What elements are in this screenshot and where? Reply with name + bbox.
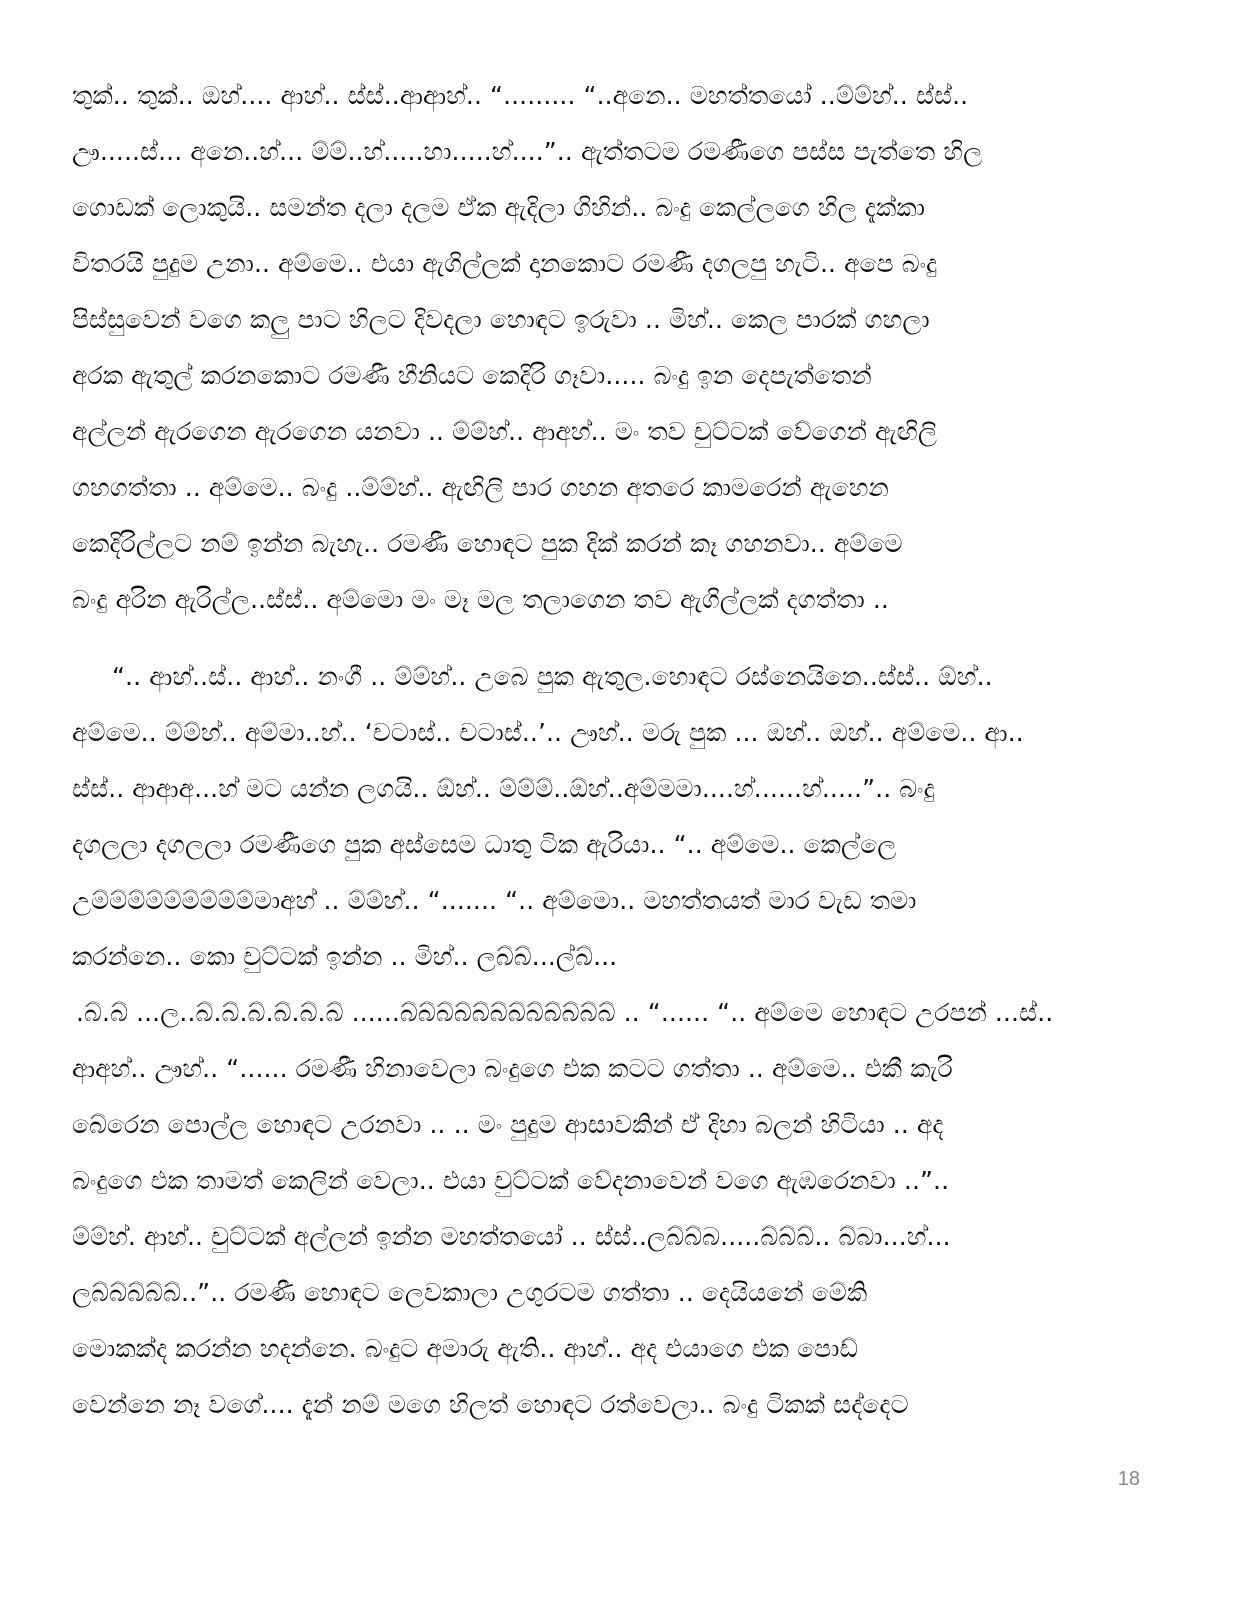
text-line: කෙදිරිල්ලට නම් ඉන්න බැහැ.. රමණී හොඳට පුක දික් කරන් කෑ ගහනවා.. අම්මෙ <box>72 529 903 558</box>
text-line: ගහගත්තා .. අම්මෙ.. බංදු ..ම්ම්හ්.. ඇඟිලි පාර ගහන අතරෙ කාමරෙන් ඇහෙන <box>72 473 889 502</box>
text-line: දගලලා දගලලා රමණීගෙ පුක අස්සෙම ධාතු ටික ඇරියා.. “.. අම්මෙ.. කෙල්ලෙ <box>72 830 897 859</box>
text-line: ලබ්බ්බ්බ්බ්..”.. රමණී හොඳට ලෙවකාලා උගුරටම ගත්තා .. දෙයියනේ මේකි <box>72 1278 868 1307</box>
text-line: බේරෙන පොල්ල හොඳට උරනවා .. .. මං පුදුම ආසාවකින් ඒ දිහා බලන් හිටියා .. අද <box>72 1110 944 1139</box>
text-line: .බ්.බ් ...ල..බ්.බ්.බ්.බ්.බ්.බ් ......බ්බ්බ්බ්බ්බ්බ්බ්බ්බ්බ්බ් .. “...... “.. අම්මෙ හොඳට උරපන් ...ස්.. <box>76 998 1054 1027</box>
text-line: පිස්සුවෙන් වගෙ කලු පාට හිලට දිවදලා හොඳට ඉරුවා .. මිහ්.. කෙල පාරක් ගහලා <box>72 305 930 334</box>
text-line: විතරයි පුදුම උනා.. අම්මෙ.. එයා ඇගිල්ලක් දානකොට රමණී දගලපු හැටි.. අපෙ බංදු <box>72 249 938 278</box>
text-line: ඌ.....ස්... අනෙ..හ්... ම්ම්..හ්.....හා.....හ්....”.. ඇත්තටම රමණීගෙ පස්ස පැත්තෙ හිල <box>72 137 983 166</box>
text-line: තුක්.. තුක්.. ඔහ්.... ආහ්.. ස්ස්..ආආහ්.. “......... “..අනෙ.. මහත්තයෝ ..ම්ම්හ්.. ස්ස්.. <box>72 81 969 110</box>
text-line: මොකක්ද කරන්න හදන්නෙ. බංදුට අමාරු ඇති.. ආහ්.. අද එයාගෙ එක පොඩ් <box>72 1334 859 1363</box>
text-line: ම්ම්හ්. ආහ්.. චුට්ටක් අල්ලන් ඉන්න මහත්තයෝ .. ස්ස්..ලබ්බ්බ.....බ්බ්බ්.. බ්බා...හ්... <box>72 1222 951 1251</box>
text-line: ගොඩක් ලොකුයි.. සමන්ත දලා දලම ඒක ඇදිලා ගිහින්.. බංදු කෙල්ලගෙ හිල දැක්කා <box>72 193 926 222</box>
text-line: උම්ම්ම්ම්ම්ම්ම්ම්ම්මාඅහ් .. ම්ම්හ්.. “....... “.. අම්මො.. මහත්තයත් මාර වැඩ තමා <box>72 886 917 915</box>
text-line: ආඅහ්.. ඌහ්.. “...... රමණී හිනාවෙලා බංදුගෙ එක කටට ගත්තා .. අම්මෙ.. එකී කැරි <box>72 1054 953 1083</box>
text-line: වෙන්නෙ නෑ වගේ.... දැන් නම් මගෙ හිලත් හොඳට රත්වෙලා.. බංදු ටිකක් සද්දෙට <box>72 1390 909 1419</box>
text-line: කරන්නෙ.. කො චුට්ටක් ඉන්න .. මිහ්.. ලබ්බ්...ල්බ්... <box>72 942 618 971</box>
text-line: බංදුගෙ එක තාමත් කෙලින් වෙලා.. එයා චුට්ටක් වේදනාවෙන් වගෙ ඇඹරෙනවා ..”.. <box>72 1166 950 1195</box>
text-line: අරක ඇතුල් කරනකොට රමණී හීනියට කෙදිරි ගෑවා..... බංදු ඉන දෙපැත්තෙන් <box>72 361 872 390</box>
text-line: අල්ලන් ඇරගෙන ඇරගෙන යනවා .. ම්ම්හ්.. ආඅහ්.. මං තව චුට්ටක් වේගෙන් ඇඟිලි <box>72 417 938 446</box>
text-line: බංදු අරින ඇරිල්ල..ස්ස්.. අම්මො මං මෑ මල තලාගෙන තව ඇගිල්ලක් දගත්තා .. <box>72 585 889 614</box>
page-number: 18 <box>1117 1468 1140 1490</box>
text-line: අම්මෙ.. ම්ම්හ්.. අම්මා..හ්.. ‘චටාස්.. චටාස්..’.. ඌහ්.. මරු පුක ... ඔහ්.. ඔහ්.. අම්මෙ.. ආ.. <box>72 718 1024 747</box>
text-line: “.. ආහ්..ස්.. ආහ්.. නංගී .. ම්ම්හ්.. උබෙ පුක ඇතුල.හොඳට රස්නෙයිනෙ..ස්ස්.. ඕහ්.. <box>112 662 993 691</box>
text-line: ස්ස්.. ආආඅ...හ් මට යන්න ලගයි.. ඕහ්.. ම්ම්ම්..ඕහ්..අම්මමා....හ්......හ්.....”.. බංදු <box>72 774 935 803</box>
